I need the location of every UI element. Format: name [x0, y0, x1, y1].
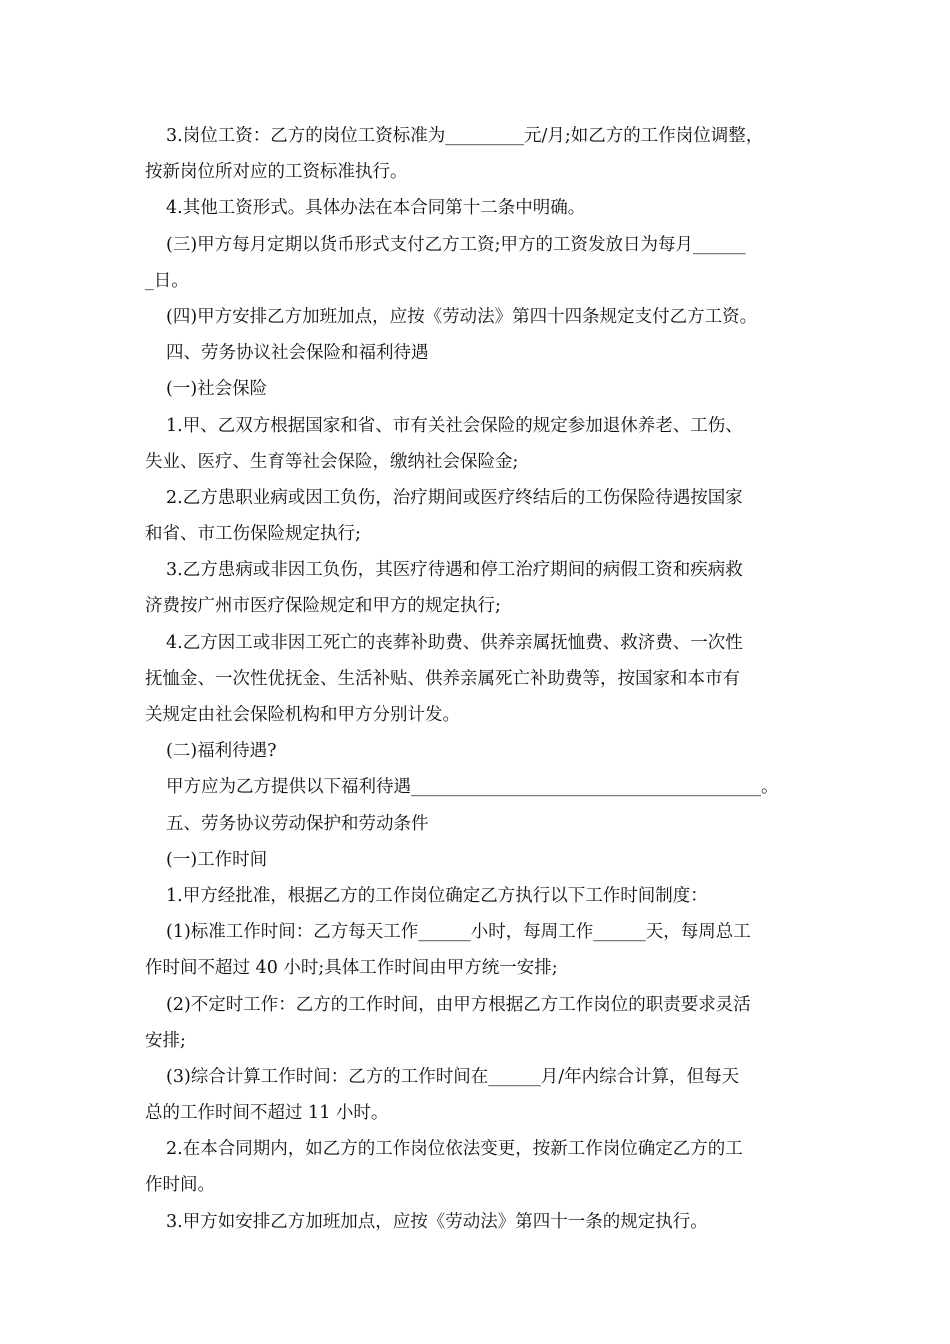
- text-line: 作时间。: [145, 1175, 215, 1196]
- text-line: 2.乙方患职业病或因工负伤，治疗期间或医疗终结后的工伤保险待遇按国家: [166, 487, 743, 508]
- text-line: 五、劳务协议劳动保护和劳动条件: [166, 813, 429, 834]
- text-line: 济费按广州市医疗保险规定和甲方的规定执行;: [145, 596, 501, 617]
- text-line: _日。: [145, 270, 189, 291]
- text-line: 1.甲方经批准，根据乙方的工作岗位确定乙方执行以下工作时间制度：: [166, 885, 708, 906]
- text-line: 甲方应为乙方提供以下福利待遇________________________________________。: [166, 777, 779, 798]
- text-line: 作时间不超过 40 小时;具体工作时间由甲方统一安排;: [145, 958, 558, 979]
- text-line: 2.在本合同期内，如乙方的工作岗位依法变更，按新工作岗位确定乙方的工: [166, 1139, 743, 1160]
- text-line: 抚恤金、一次性优抚金、生活补贴、供养亲属死亡补助费等，按国家和本市有: [145, 668, 740, 689]
- text-line: 1.甲、乙双方根据国家和省、市有关社会保险的规定参加退休养老、工伤、: [166, 415, 743, 436]
- text-line: (3)综合计算工作时间：乙方的工作时间在______月/年内综合计算，但每天: [166, 1066, 740, 1087]
- text-line: (一)社会保险: [166, 379, 268, 400]
- text-line: (一)工作时间: [166, 849, 268, 870]
- text-line: 4.其他工资形式。具体办法在本合同第十二条中明确。: [166, 198, 586, 219]
- text-line: 四、劳务协议社会保险和福利待遇: [166, 343, 429, 364]
- text-line: 关规定由社会保险机构和甲方分别计发。: [145, 705, 460, 725]
- text-line: 失业、医疗、生育等社会保险，缴纳社会保险金;: [145, 451, 519, 472]
- text-line: 3.岗位工资：乙方的岗位工资标准为_________元/月;如乙方的工作岗位调整，: [166, 126, 764, 146]
- text-line: 按新岗位所对应的工资标准执行。: [145, 162, 408, 183]
- document-body: [145, 118, 810, 1240]
- text-line: 总的工作时间不超过 11 小时。: [145, 1103, 389, 1124]
- text-line: 4.乙方因工或非因工死亡的丧葬补助费、供养亲属抚恤费、救济费、一次性: [166, 632, 743, 653]
- text-line: (二)福利待遇?: [166, 741, 277, 762]
- text-line: 安排;: [145, 1030, 186, 1051]
- text-line: (三)甲方每月定期以货币形式支付乙方工资;甲方的工资发放日为每月______: [166, 234, 746, 255]
- text-line: (1)标准工作时间：乙方每天工作______小时，每周工作______天，每周总工: [166, 922, 751, 943]
- text-line: 3.乙方患病或非因工负伤，其医疗待遇和停工治疗期间的病假工资和疾病救: [166, 560, 743, 581]
- text-line: 3.甲方如安排乙方加班加点，应按《劳动法》第四十一条的规定执行。: [166, 1211, 708, 1232]
- text-line: (四)甲方安排乙方加班加点，应按《劳动法》第四十四条规定支付乙方工资。: [166, 306, 758, 327]
- text-line: 和省、市工伤保险规定执行;: [145, 524, 361, 545]
- text-line: (2)不定时工作：乙方的工作时间，由甲方根据乙方工作岗位的职责要求灵活: [166, 994, 751, 1015]
